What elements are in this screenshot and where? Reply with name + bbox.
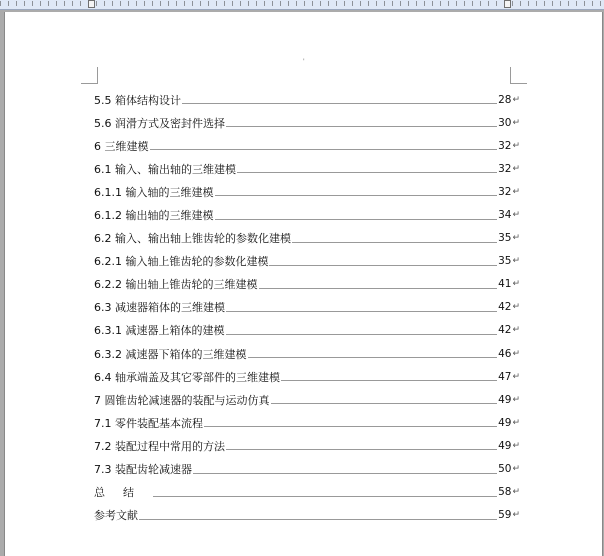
right-indent-marker[interactable] — [504, 0, 511, 8]
toc-entry-page: 32 — [498, 185, 512, 198]
toc-entry-page: 58 — [498, 486, 512, 499]
return-mark-icon: ↵ — [512, 94, 520, 105]
toc-entry-title: 7.3 装配齿轮减速器 — [94, 463, 192, 477]
toc-entry-title: 6.3.2 减速器下箱体的三维建模 — [94, 347, 247, 361]
toc-entry[interactable] — [94, 434, 520, 457]
toc-entry-page: 32 — [498, 139, 512, 152]
toc-dot-leader — [259, 288, 498, 289]
toc-dot-leader — [182, 103, 497, 104]
return-mark-icon: ↵ — [512, 464, 520, 475]
toc-entry-title: 6.1.2 输出轴的三维建模 — [94, 209, 214, 223]
toc-entry-page: 59 — [498, 509, 512, 522]
toc-entry-page: 41 — [498, 278, 512, 291]
return-mark-icon: ↵ — [512, 325, 520, 336]
toc-entry-title: 6.1 输入、输出轴的三维建模 — [94, 162, 236, 176]
toc-dot-leader — [153, 496, 497, 497]
toc-entry-page: 32 — [498, 162, 512, 175]
toc-entry-page: 49 — [498, 393, 512, 406]
toc-dot-leader — [269, 265, 497, 266]
toc-dot-leader — [226, 449, 497, 450]
toc-entry-page: 35 — [498, 232, 512, 245]
return-mark-icon: ↵ — [512, 440, 520, 451]
toc-entry[interactable] — [94, 319, 520, 342]
toc-entry-title: 6.2.2 输出轴上锥齿轮的三维建模 — [94, 278, 258, 292]
return-mark-icon: ↵ — [512, 279, 520, 290]
toc-entry-page: 49 — [498, 416, 512, 429]
toc-dot-leader — [215, 195, 498, 196]
return-mark-icon: ↵ — [512, 302, 520, 313]
margin-corner-top-left — [81, 67, 98, 84]
toc-entry-title: 6.2.1 输入轴上锥齿轮的参数化建模 — [94, 255, 269, 269]
toc-entry[interactable] — [94, 296, 520, 319]
toc-entry[interactable] — [94, 180, 520, 203]
document-page[interactable] — [4, 12, 603, 556]
toc-dot-leader — [226, 311, 497, 312]
toc-entry-page: 35 — [498, 255, 512, 268]
toc-dot-leader — [226, 126, 497, 127]
toc-dot-leader — [281, 380, 497, 381]
toc-entry-title: 7.1 零件装配基本流程 — [94, 416, 203, 430]
toc-entry-title: 6 三维建模 — [94, 139, 149, 153]
toc-entry[interactable] — [94, 504, 520, 527]
toc-entry[interactable] — [94, 481, 520, 504]
return-mark-icon: ↵ — [512, 186, 520, 197]
toc-entry[interactable] — [94, 411, 520, 434]
toc-dot-leader — [292, 242, 497, 243]
toc-entry[interactable] — [94, 111, 520, 134]
toc-entry-title: 总结 — [94, 486, 152, 500]
toc-entry[interactable] — [94, 157, 520, 180]
toc-entry-page: 46 — [498, 347, 512, 360]
toc-entry[interactable] — [94, 250, 520, 273]
return-mark-icon: ↵ — [512, 233, 520, 244]
toc-entry-title: 参考文献 — [94, 509, 138, 523]
toc-dot-leader — [271, 403, 498, 404]
toc-entry-page: 30 — [498, 116, 512, 129]
toc-entry[interactable] — [94, 342, 520, 365]
toc-entry-page: 34 — [498, 209, 512, 222]
toc-dot-leader — [193, 473, 497, 474]
margin-corner-top-right — [510, 67, 527, 84]
toc-entry-title: 7 圆锥齿轮减速器的装配与运动仿真 — [94, 393, 270, 407]
toc-entry[interactable] — [94, 458, 520, 481]
toc-dot-leader — [248, 357, 498, 358]
toc-entry-page: 47 — [498, 370, 512, 383]
toc-entry[interactable] — [94, 273, 520, 296]
return-mark-icon: ↵ — [512, 348, 520, 359]
horizontal-ruler[interactable] — [0, 0, 604, 10]
return-mark-icon: ↵ — [512, 210, 520, 221]
toc-dot-leader — [204, 426, 497, 427]
toc-entry[interactable] — [94, 365, 520, 388]
toc-dot-leader — [226, 334, 498, 335]
toc-dot-leader — [237, 172, 497, 173]
toc-entry-page: 42 — [498, 301, 512, 314]
toc-entry[interactable] — [94, 134, 520, 157]
return-mark-icon: ↵ — [512, 487, 520, 498]
toc-entry-title: 7.2 装配过程中常用的方法 — [94, 439, 225, 453]
toc-dot-leader — [139, 519, 497, 520]
toc-dot-leader — [215, 219, 498, 220]
toc-entry[interactable] — [94, 88, 520, 111]
toc-entry-title: 6.1.1 输入轴的三维建模 — [94, 185, 214, 199]
paragraph-mark: ' — [303, 58, 305, 65]
table-of-contents — [94, 88, 520, 527]
toc-entry[interactable] — [94, 388, 520, 411]
return-mark-icon: ↵ — [512, 371, 520, 382]
return-mark-icon: ↵ — [512, 417, 520, 428]
toc-dot-leader — [150, 149, 498, 150]
left-indent-marker[interactable] — [88, 0, 95, 8]
return-mark-icon: ↵ — [512, 140, 520, 151]
toc-entry[interactable] — [94, 227, 520, 250]
return-mark-icon: ↵ — [512, 394, 520, 405]
toc-entry-title: 6.3.1 减速器上箱体的建模 — [94, 324, 225, 338]
return-mark-icon: ↵ — [512, 117, 520, 128]
toc-entry-title: 6.4 轴承端盖及其它零部件的三维建模 — [94, 370, 280, 384]
toc-entry-page: 28 — [498, 93, 512, 106]
toc-entry[interactable] — [94, 203, 520, 226]
toc-entry-title: 6.2 输入、输出轴上锥齿轮的参数化建模 — [94, 232, 291, 246]
return-mark-icon: ↵ — [512, 510, 520, 521]
return-mark-icon: ↵ — [512, 163, 520, 174]
toc-entry-page: 49 — [498, 439, 512, 452]
toc-entry-title: 5.5 箱体结构设计 — [94, 93, 181, 107]
toc-entry-page: 50 — [498, 463, 512, 476]
toc-entry-title: 6.3 减速器箱体的三维建模 — [94, 301, 225, 315]
toc-entry-page: 42 — [498, 324, 512, 337]
return-mark-icon: ↵ — [512, 256, 520, 267]
toc-entry-title: 5.6 润滑方式及密封件选择 — [94, 116, 225, 130]
